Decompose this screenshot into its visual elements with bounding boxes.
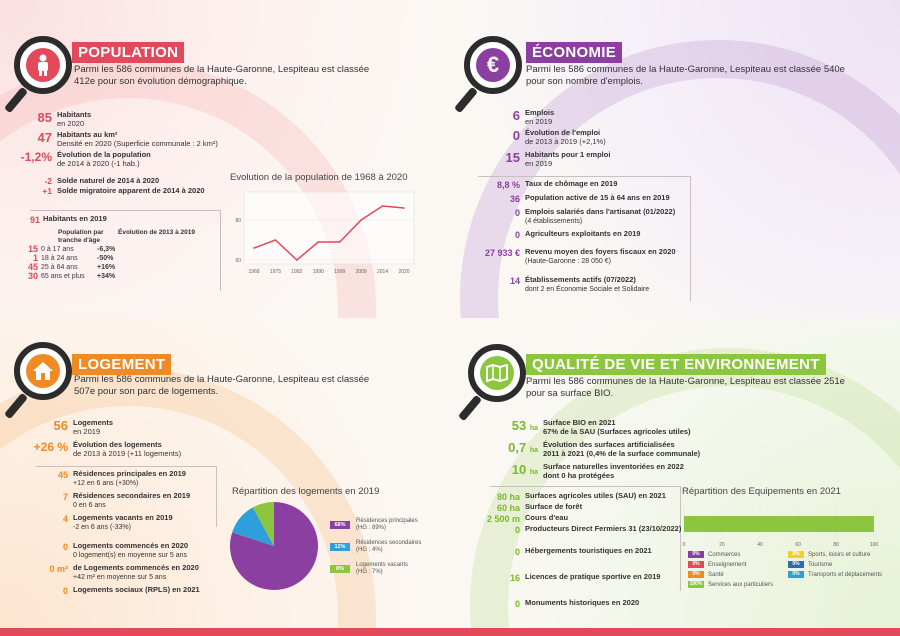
legend-sports: 0% Sports, loisirs et culture — [788, 551, 870, 558]
data-point — [253, 247, 255, 249]
logement-chart-title: Répartition des logements en 2019 — [232, 486, 380, 497]
population-subtitle: Parmi les 586 communes de la Haute-Garonne, Lespiteau est classée 412e pour son évolution démographique. — [74, 64, 370, 87]
population-line-chart — [228, 188, 424, 280]
list-item: 60 ha Surface de forêt — [496, 502, 583, 513]
logement-pie-chart — [226, 498, 322, 594]
legend-residences-principales: 68% Résidences principales (HG : 89%) — [330, 518, 418, 532]
x-tick-label: 80 — [833, 542, 839, 548]
list-item: 27 933 € Revenu moyen des foyers fiscaux en 2020 (Haute-Garonne : 28 050 €) — [484, 247, 676, 265]
table-row: 15 0 à 17 ans -6,3% — [27, 244, 116, 254]
legend-logements-vacants: 8% Logements vacants (HG : 7%) — [330, 562, 408, 576]
stat-evolution-emploi: 0 Évolution de l'emploi de 2013 à 2019 (+2,1%) — [512, 128, 606, 146]
list-item: 0 Hébergements touristiques en 2021 — [514, 546, 652, 557]
x-tick-label: 20 — [719, 542, 725, 548]
list-item: 14 Établissements actifs (07/2022) dont 2 en Économie Sociale et Solidaire — [509, 275, 650, 293]
legend-commerces: 0% Commerces — [688, 551, 740, 558]
table-row: 30 65 ans et plus +34% — [27, 271, 116, 281]
list-item: 4 Logements vacants en 2019 -2 en 6 ans (-33%) — [62, 513, 173, 531]
list-item: 0 Emplois salariés dans l'artisanat (01/2022) (4 établissements) — [514, 207, 676, 225]
population-icon — [14, 36, 72, 94]
population-chart-title: Evolution de la population de 1968 à 2020 — [230, 172, 408, 183]
qualite-subtitle: Parmi les 586 communes de la Haute-Garonne, Lespiteau est classée 251e pour sa surface BIO. — [526, 376, 845, 399]
stat-habitants: 85 Habitants en 2020 — [37, 110, 92, 128]
x-tick-label: 40 — [757, 542, 763, 548]
euro-icon: € — [464, 36, 522, 94]
table-row: 1 18 à 24 ans -50% — [32, 253, 114, 263]
logement-subtitle: Parmi les 586 communes de la Haute-Garonne, Lespiteau est classée 507e pour son parc de logements. — [74, 374, 370, 397]
list-item: 80 ha Surfaces agricoles utiles (SAU) en 2021 — [496, 491, 666, 502]
stat-habitants-emploi: 15 Habitants pour 1 emploi en 2019 — [505, 150, 611, 168]
age-table: 91 Habitants en 2019 Population par tranche d'âge Évolution de 2013 à 2019 — [30, 210, 221, 291]
stat-surfaces-artificialisees: 0,7 ha Évolution des surfaces artificialisées 2011 à 2021 (0,4% de la surface communale) — [508, 440, 701, 458]
x-tick-label: 0 — [682, 542, 686, 548]
solde-migratoire: +1 Solde migratoire apparent de 2014 à 2020 — [42, 186, 205, 196]
logement-section — [0, 318, 450, 628]
list-item: 2 500 m Cours d'eau — [486, 513, 569, 524]
x-tick-label: 100 — [869, 542, 879, 548]
table-row: 45 25 à 64 ans +16% — [27, 262, 116, 272]
list-item: 0 m² de Logements commencés en 2020 +42 m² en moyenne sur 5 ans — [49, 563, 199, 581]
data-point — [275, 239, 277, 241]
bar-services-aux-particuliers — [684, 516, 874, 532]
list-item: 0 Producteurs Direct Fermiers 31 (23/10/2022) — [514, 524, 682, 535]
legend-sante: 0% Santé — [688, 571, 724, 578]
stat-emplois: 6 Emplois en 2019 — [512, 108, 555, 126]
data-point — [403, 207, 405, 209]
x-tick-label: 2009 — [355, 269, 367, 275]
economie-list — [470, 180, 676, 298]
economie-title: ÉCONOMIE — [526, 42, 622, 63]
x-tick-label: 1990 — [312, 269, 324, 275]
x-tick-label: 1982 — [291, 269, 303, 275]
x-tick-label: 1968 — [248, 269, 260, 275]
list-item: 7 Résidences secondaires en 2019 0 en 6 ans — [62, 491, 191, 509]
stat-densite: 47 Habitants au km² Densité en 2020 (Superficie communale : 2 km²) — [37, 130, 218, 148]
data-point — [339, 241, 341, 243]
legend-tourisme: 0% Tourisme — [788, 561, 832, 568]
list-item: 36 Population active de 15 à 64 ans en 2019 — [509, 193, 670, 204]
data-point — [382, 205, 384, 207]
legend-enseignement: 0% Enseignement — [688, 561, 746, 568]
economie-subtitle: Parmi les 586 communes de la Haute-Garonne, Lespiteau est classée 540e pour son nombre d'emplois. — [526, 64, 845, 87]
data-point — [317, 241, 319, 243]
population-section — [0, 0, 450, 318]
age-rows — [14, 245, 115, 281]
stat-surface-bio: 53 ha Surface BIO en 2021 67% de la SAU (Surfaces agricoles utiles) — [511, 418, 691, 436]
economie-section — [450, 0, 900, 318]
list-item: 0 Logements commencés en 2020 0 logement(s) en moyenne sur 5 ans — [62, 541, 189, 559]
footer-band — [0, 628, 900, 636]
list-item: 0 Logements sociaux (RPLS) en 2021 — [62, 585, 200, 596]
qualite-title: QUALITÉ DE VIE ET ENVIRONNEMENT — [526, 354, 826, 375]
stat-surfaces-naturelles: 10 ha Surface naturelles inventoriées en 2022 dont 0 ha protégées — [511, 462, 684, 480]
x-tick-label: 1999 — [334, 269, 346, 275]
map-icon — [468, 344, 526, 402]
list-item: 0 Agriculteurs exploitants en 2019 — [514, 229, 641, 240]
equipements-bar-chart — [678, 498, 884, 548]
plot-area — [244, 192, 414, 264]
x-tick-label: 60 — [795, 542, 801, 548]
y-tick-label: 60 — [235, 258, 241, 264]
data-point — [296, 259, 298, 261]
logement-title: LOGEMENT — [72, 354, 171, 375]
magnifier-handle — [458, 395, 482, 422]
list-item: 16 Licences de pratique sportive en 2019 — [509, 572, 661, 583]
data-point — [360, 219, 362, 221]
x-tick-label: 1975 — [269, 269, 281, 275]
population-title: POPULATION — [72, 42, 184, 63]
legend-residences-secondaires: 12% Résidences secondaires (HG : 4%) — [330, 540, 421, 554]
x-tick-label: 2014 — [377, 269, 389, 275]
x-tick-label: 2020 — [398, 269, 410, 275]
qualite-section — [450, 318, 900, 628]
logement-list — [14, 470, 200, 600]
list-item: 8,8 % Taux de chômage en 2019 — [496, 179, 618, 190]
stat-evolution: -1,2% Évolution de la population de 2014 à 2020 (-1 hab.) — [20, 150, 151, 168]
list-item: 0 Monuments historiques en 2020 — [514, 598, 640, 609]
y-tick-label: 80 — [235, 218, 241, 224]
stat-evolution-logements: +26 % Évolution des logements de 2013 à 2019 (+11 logements) — [33, 440, 182, 458]
stat-logements: 56 Logements en 2019 — [53, 418, 114, 436]
magnifier-handle — [454, 87, 478, 114]
legend-services: 100% Services aux particuliers — [689, 581, 774, 588]
legend-transports: 0% Transports et déplacements — [788, 571, 882, 578]
house-icon — [14, 342, 72, 400]
qualite-list — [472, 492, 681, 613]
solde-naturel: -2 Solde naturel de 2014 à 2020 — [44, 176, 160, 186]
equipements-chart-title: Répartition des Equipements en 2021 — [682, 486, 841, 497]
list-item: 45 Résidences principales en 2019 +12 en 6 ans (+30%) — [57, 469, 186, 487]
